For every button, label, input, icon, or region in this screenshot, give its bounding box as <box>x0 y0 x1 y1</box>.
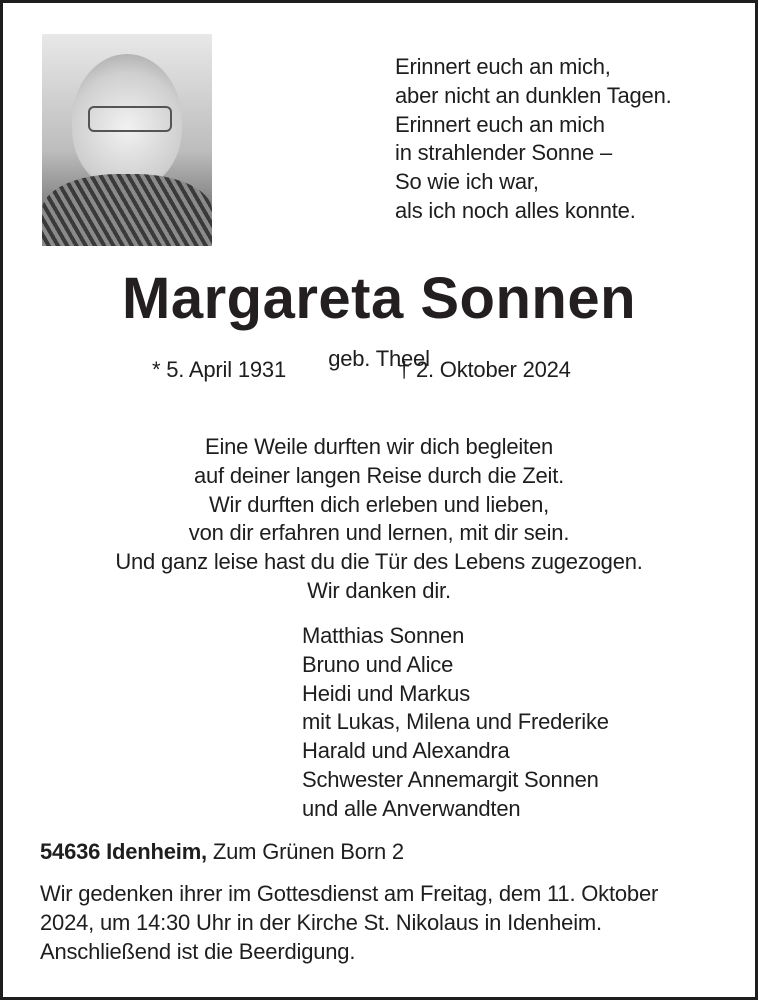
maiden-name: geb. Theel <box>328 346 430 371</box>
verse-line: auf deiner langen Reise durch die Zeit. <box>193 462 565 488</box>
birth-date: * 5. April 1931 <box>152 357 286 382</box>
portrait-photo <box>42 34 212 246</box>
mourner: und alle Anverwandten <box>302 795 521 821</box>
poem <box>395 53 672 226</box>
poem-line: So wie ich war, <box>395 169 539 195</box>
deceased-name: Margareta Sonnen <box>122 266 636 331</box>
mourner: Heidi und Markus <box>302 680 470 706</box>
photo-glasses <box>88 106 172 132</box>
poem-line: Erinnert euch an mich <box>395 111 605 137</box>
mourner: mit Lukas, Milena und Frederike <box>302 709 609 735</box>
verse-line: von dir erfahren und lernen, mit dir sein. <box>188 520 570 546</box>
mourner: Bruno und Alice <box>302 651 454 677</box>
address-city: 54636 Idenheim, <box>40 839 207 864</box>
poem-line: aber nicht an dunklen Tagen. <box>395 82 672 108</box>
death-date: † 2. Oktober 2024 <box>398 357 571 382</box>
verse <box>0 433 758 606</box>
address-street: Zum Grünen Born 2 <box>212 839 404 864</box>
mourner: Schwester Annemargit Sonnen <box>302 766 599 792</box>
verse-line: Und ganz leise hast du die Tür des Lebens zugezogen. <box>115 549 643 575</box>
verse-line: Wir danken dir. <box>307 577 451 603</box>
service-line: Wir gedenken ihrer im Gottesdienst am Freitag, dem 11. Oktober <box>40 881 659 906</box>
mourner: Matthias Sonnen <box>302 623 465 648</box>
photo-clothing <box>42 174 212 246</box>
service-line: Anschließend ist die Beerdigung. <box>40 938 356 964</box>
poem-line: als ich noch alles konnte. <box>395 197 636 223</box>
verse-line: Eine Weile durften wir dich begleiten <box>204 434 554 459</box>
mourner: Harald und Alexandra <box>302 738 510 764</box>
poem-line: in strahlender Sonne – <box>395 140 612 166</box>
mourners-list <box>302 622 609 824</box>
poem-line: Erinnert euch an mich, <box>395 54 611 79</box>
verse-line: Wir durften dich erleben und lieben, <box>208 491 550 517</box>
service-line: 2024, um 14:30 Uhr in der Kirche St. Nikolaus in Idenheim. <box>40 909 602 935</box>
address <box>40 838 404 867</box>
service-info <box>40 880 658 966</box>
